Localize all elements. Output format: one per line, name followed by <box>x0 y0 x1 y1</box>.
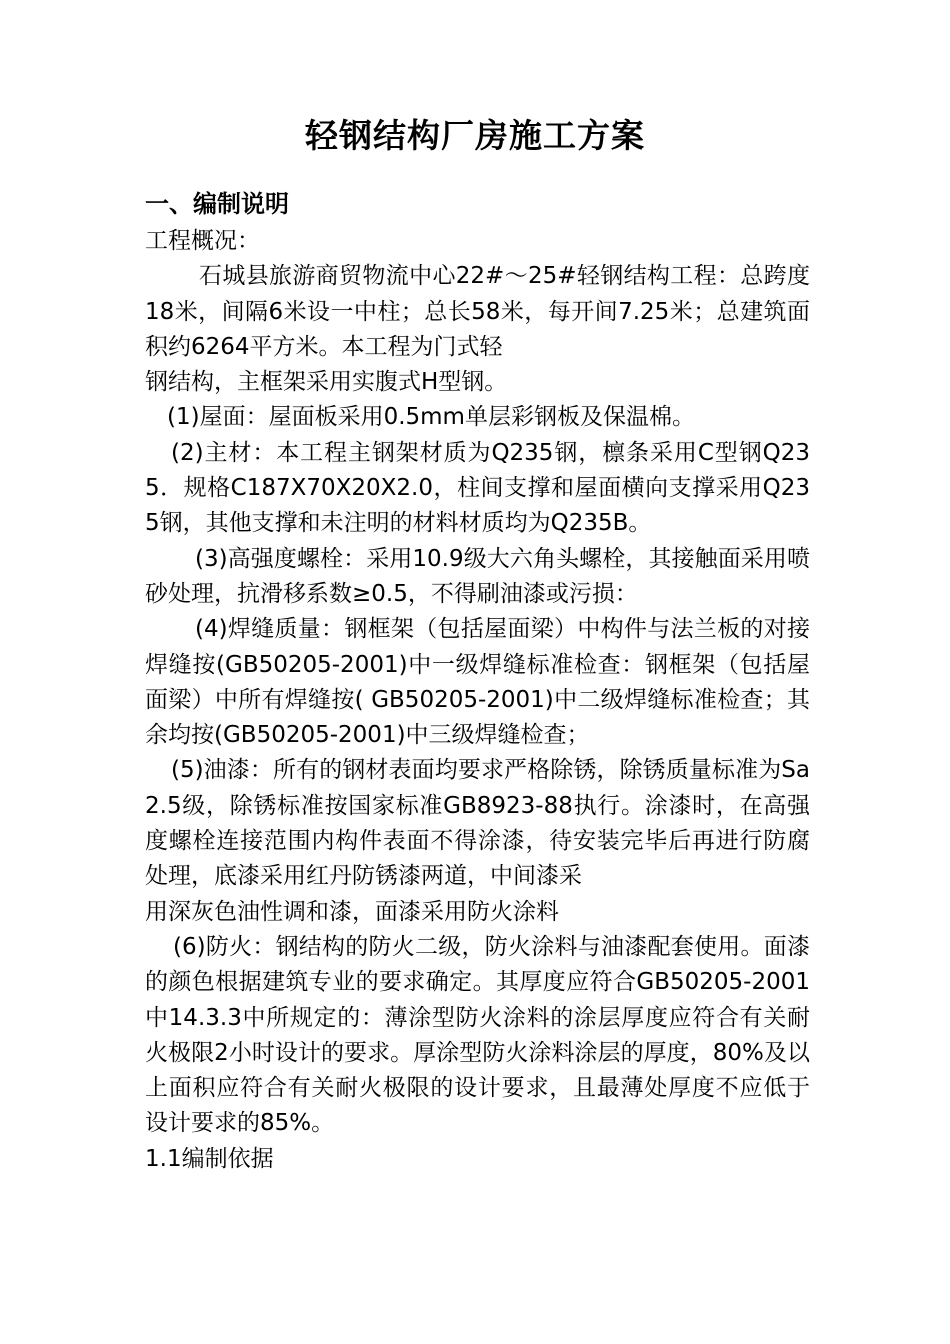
paragraph-fire: (6)防火：钢结构的防火二级，防火涂料与油漆配套使用。面漆的颜色根据建筑专业的要求确定。其厚度应符合GB50205-2001中14.3.3中所规定的：薄涂型防火涂料的涂层厚度应符合有关耐火极限2小时设计的要求。厚涂型防火涂料涂层的厚度，80%及以上面积应符合有关耐火极限的设计要求，且最薄处厚度不应低于设计要求的85%。 <box>145 933 810 1137</box>
paragraph-material: (2)主材：本工程主钢架材质为Q235钢，檩条采用C型钢Q235．规格C187X70X20X2.0，柱间支撑和屋面横向支撑采用Q235钢，其他支撑和未注明的材料材质均为Q235B。 <box>145 439 810 537</box>
subsection-heading: 1.1编制依据 <box>145 1145 274 1172</box>
paragraph-roof: (1)屋面：屋面板采用0.5mm单层彩钢板及保温棉。 <box>167 404 695 431</box>
overview-label: 工程概况： <box>145 228 260 254</box>
section-heading: 一、编制说明 <box>145 190 289 218</box>
paragraph-intro: 石城县旅游商贸物流中心22#～25#轻钢结构工程：总跨度18米，间隔6米设一中柱；总长58米，每开间7.25米；总建筑面积约6264平方米。本工程为门式轻 <box>145 263 810 360</box>
page-title: 轻钢结构厂房施工方案 <box>305 116 645 155</box>
paragraph-welds: (4)焊缝质量：钢框架（包括屋面梁）中构件与法兰板的对接焊缝按(GB50205-2001)中一级焊缝标准检查：钢框架（包括屋面梁）中所有焊缝按( GB50205-2001)中二级焊缝标准检查；其余均按(GB50205-2001)中三级焊缝检查； <box>145 616 810 749</box>
paragraph-paint: (5)油漆：所有的钢材表面均要求严格除锈，除锈质量标准为Sa2.5级，除锈标准按国家标准GB8923-88执行。涂漆时，在高强度螺栓连接范围内构件表面不得涂漆，待安装完毕后再进行防腐处理，底漆采用红丹防锈漆两道，中间漆采 <box>145 757 810 890</box>
paragraph-paint-cont: 用深灰色油性调和漆，面漆采用防火涂料 <box>145 898 559 925</box>
paragraph-bolts: (3)高强度螺栓：采用10.9级大六角头螺栓，其接触面采用喷砂处理，抗滑移系数≥0.5，不得刷油漆或污损： <box>145 545 810 607</box>
document-body <box>145 224 810 1177</box>
paragraph-intro-cont: 钢结构，主框架采用实腹式H型钢。 <box>145 369 508 396</box>
